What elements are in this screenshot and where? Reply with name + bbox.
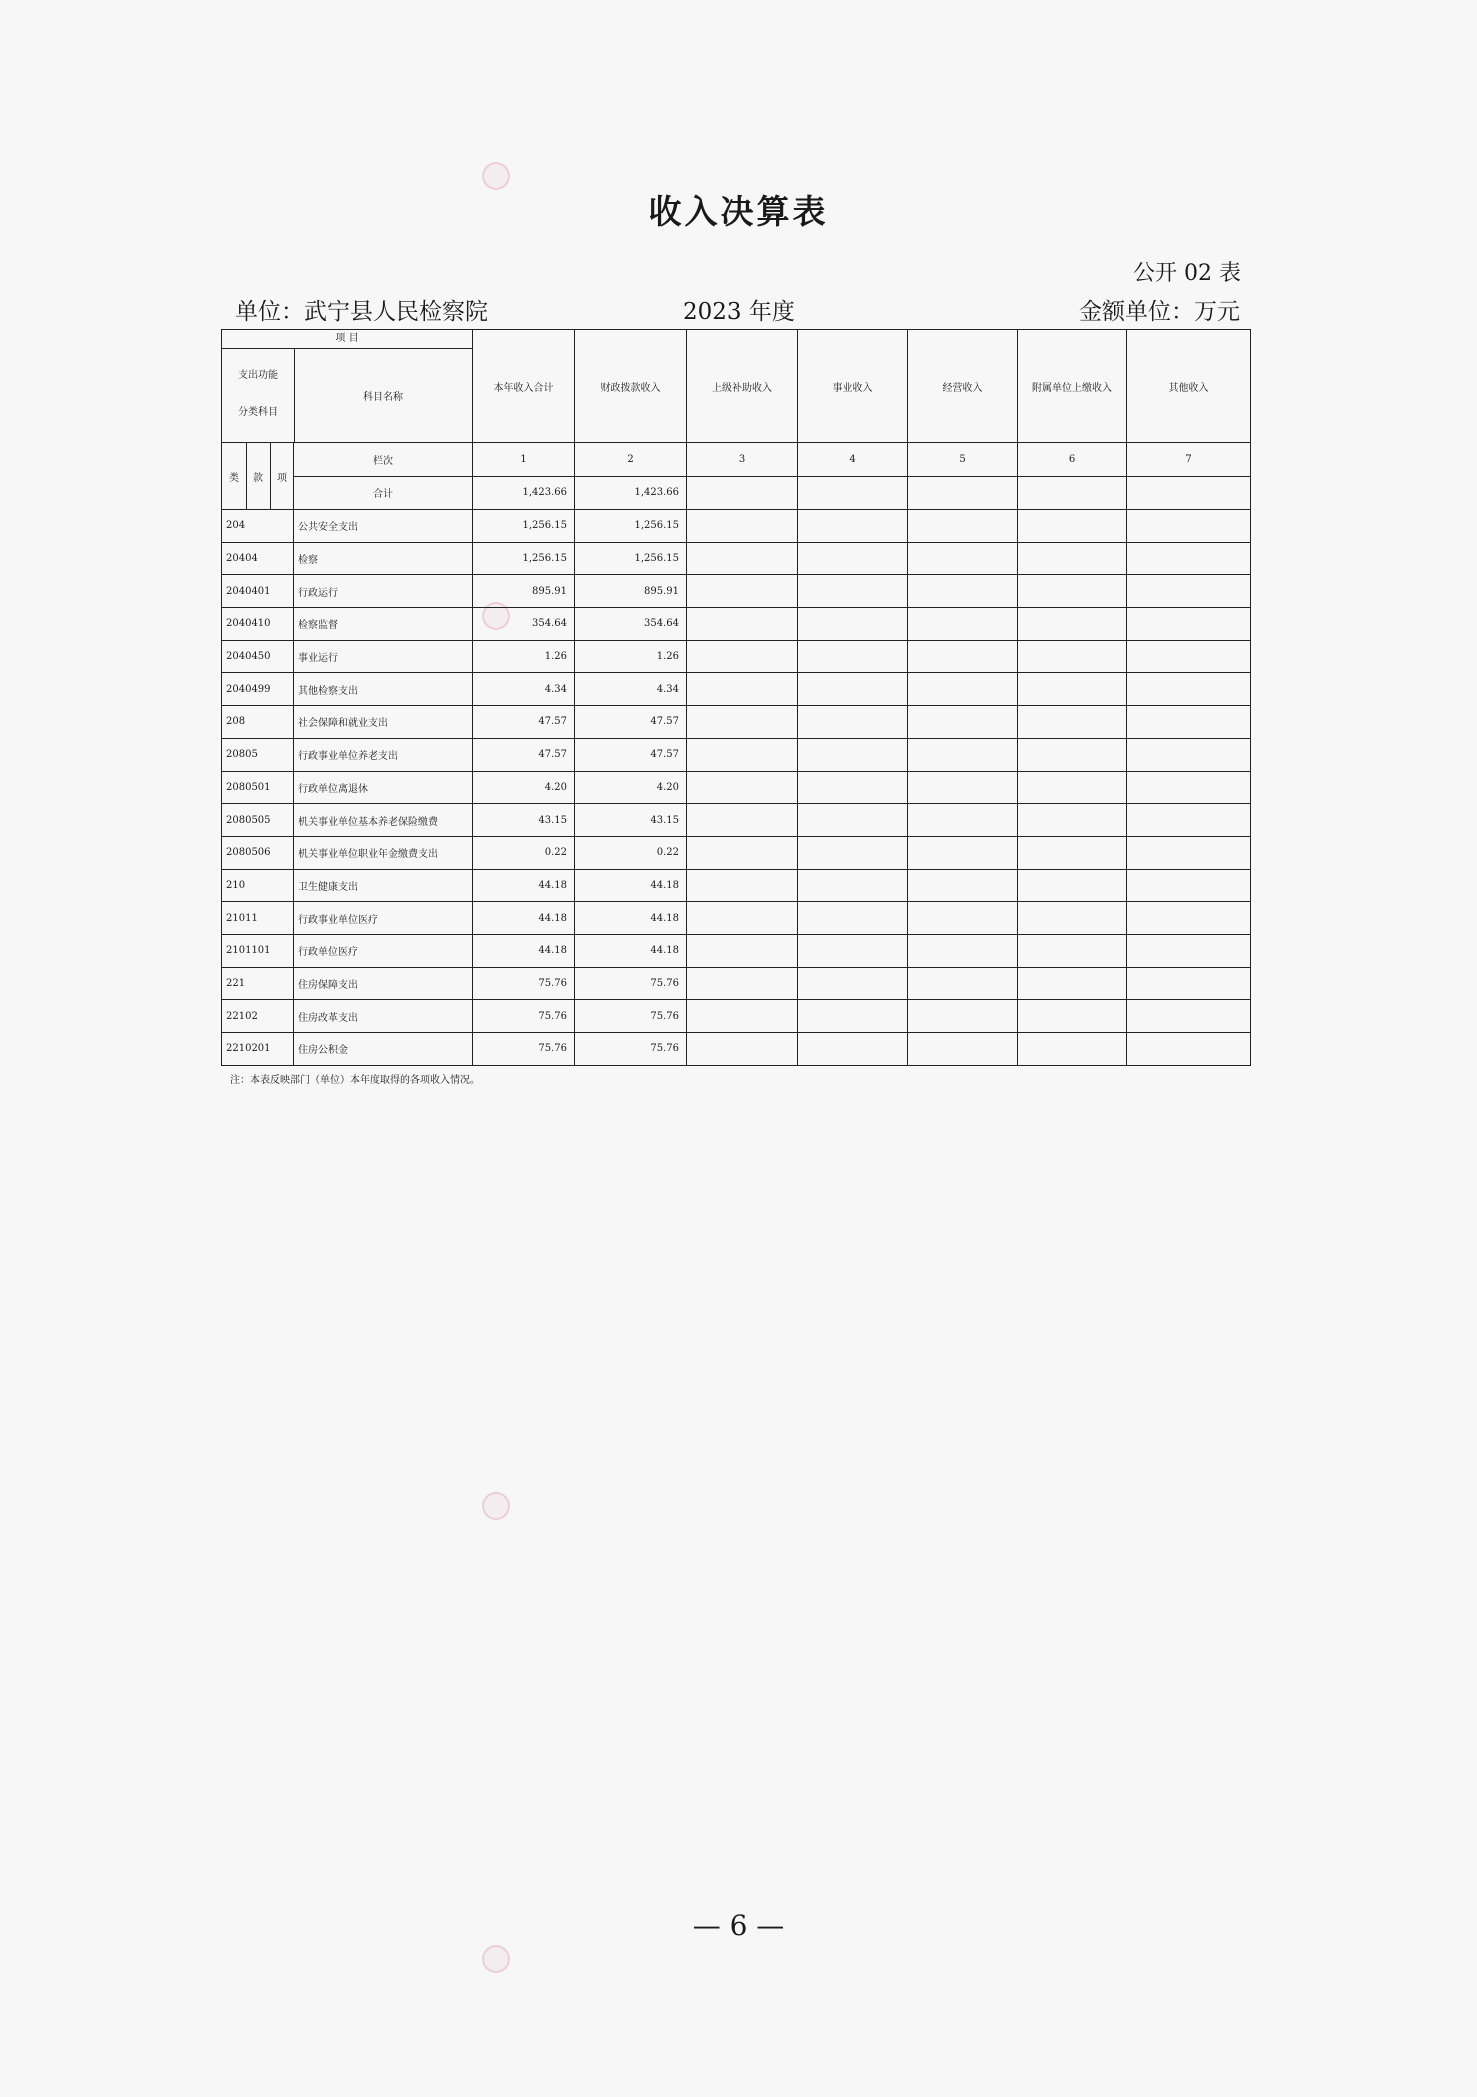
project-label: 项 目	[222, 330, 472, 349]
subject-name: 行政运行	[294, 575, 473, 608]
subject-name: 卫生健康支出	[294, 869, 473, 902]
col-index: 6	[1018, 443, 1127, 477]
amount-cell	[798, 902, 908, 935]
amount-cell: 44.18	[473, 902, 575, 935]
col-index: 5	[908, 443, 1018, 477]
subject-code: 204	[222, 510, 294, 543]
subject-name: 事业运行	[294, 640, 473, 673]
amount-cell	[798, 510, 908, 543]
amount-cell	[908, 608, 1018, 641]
col-index-label: 栏次	[294, 443, 473, 477]
amount-cell	[687, 869, 798, 902]
total-value: 1,423.66	[473, 476, 575, 510]
table-row	[222, 706, 1251, 739]
amount-cell	[1127, 738, 1251, 771]
total-value	[798, 476, 908, 510]
amount-cell: 895.91	[473, 575, 575, 608]
total-value	[1018, 476, 1127, 510]
table-row	[222, 1033, 1251, 1066]
amount-cell	[687, 738, 798, 771]
col-index: 7	[1127, 443, 1251, 477]
amount-cell	[908, 902, 1018, 935]
amount-cell	[798, 967, 908, 1000]
amount-cell: 43.15	[575, 804, 687, 837]
subject-name: 行政单位离退休	[294, 771, 473, 804]
class-label: 款	[246, 443, 271, 509]
class-labels-cell	[222, 443, 294, 510]
amount-cell: 1.26	[473, 640, 575, 673]
table-row	[222, 738, 1251, 771]
document-title: 收入决算表	[648, 192, 829, 231]
subject-name: 检察监督	[294, 608, 473, 641]
amount-cell	[687, 608, 798, 641]
amount-cell: 75.76	[575, 1033, 687, 1066]
subject-code: 208	[222, 706, 294, 739]
seal-mark	[482, 1945, 510, 1973]
amount-cell	[1018, 836, 1127, 869]
subject-code: 21011	[222, 902, 294, 935]
col-index: 4	[798, 443, 908, 477]
func-class-cell	[222, 348, 295, 442]
class-label: 类	[222, 443, 247, 509]
amount-cell	[908, 640, 1018, 673]
header-row	[222, 330, 1251, 443]
amount-cell	[1018, 771, 1127, 804]
subject-code: 2040450	[222, 640, 294, 673]
func-label-2: 分类科目	[238, 407, 278, 418]
amount-cell	[687, 902, 798, 935]
amount-cell	[1018, 869, 1127, 902]
amount-cell: 47.57	[575, 738, 687, 771]
subject-code: 221	[222, 967, 294, 1000]
amount-cell	[798, 836, 908, 869]
subject-name: 检察	[294, 542, 473, 575]
amount-cell	[1018, 738, 1127, 771]
subject-name: 行政单位医疗	[294, 934, 473, 967]
meta-row	[235, 293, 1240, 323]
amount-cell	[798, 575, 908, 608]
col-index: 3	[687, 443, 798, 477]
amount-cell	[908, 510, 1018, 543]
column-header: 事业收入	[798, 330, 908, 443]
amount-cell	[1127, 902, 1251, 935]
amount-cell: 44.18	[473, 934, 575, 967]
amount-cell: 1.26	[575, 640, 687, 673]
amount-cell: 4.34	[473, 673, 575, 706]
amount-cell: 0.22	[473, 836, 575, 869]
table-row	[222, 771, 1251, 804]
table-row	[222, 640, 1251, 673]
amount-cell	[798, 738, 908, 771]
subject-name: 机关事业单位职业年金缴费支出	[294, 836, 473, 869]
amount-cell	[908, 934, 1018, 967]
amount-cell	[908, 804, 1018, 837]
table-row	[222, 869, 1251, 902]
table-row	[222, 967, 1251, 1000]
subject-code: 2040499	[222, 673, 294, 706]
amount-cell	[1018, 1033, 1127, 1066]
amount-cell	[687, 1000, 798, 1033]
amount-cell	[1018, 575, 1127, 608]
amount-cell	[908, 738, 1018, 771]
subject-code: 2040401	[222, 575, 294, 608]
form-code: 公开 02 表	[1133, 261, 1241, 286]
amount-cell: 895.91	[575, 575, 687, 608]
total-value	[687, 476, 798, 510]
class-label: 项	[277, 472, 287, 484]
amount-cell	[908, 836, 1018, 869]
amount-cell	[798, 542, 908, 575]
func-label: 支出功能	[238, 370, 278, 381]
col-index: 1	[473, 443, 575, 477]
amount-cell: 1,256.15	[575, 542, 687, 575]
amount-cell	[1018, 673, 1127, 706]
amount-cell	[1127, 575, 1251, 608]
amount-cell: 44.18	[575, 869, 687, 902]
amount-cell: 75.76	[473, 1033, 575, 1066]
amount-cell	[687, 934, 798, 967]
amount-cell: 4.20	[575, 771, 687, 804]
amount-cell	[1127, 1033, 1251, 1066]
amount-cell	[908, 706, 1018, 739]
subject-code: 210	[222, 869, 294, 902]
amount-cell	[908, 869, 1018, 902]
subject-name: 住房改革支出	[294, 1000, 473, 1033]
amount-cell	[1018, 967, 1127, 1000]
total-row	[222, 476, 1251, 510]
subject-name: 机关事业单位基本养老保险缴费	[294, 804, 473, 837]
amount-cell	[798, 640, 908, 673]
amount-cell	[798, 804, 908, 837]
amount-cell	[687, 673, 798, 706]
amount-cell: 43.15	[473, 804, 575, 837]
amount-cell	[1018, 542, 1127, 575]
subject-code: 2080506	[222, 836, 294, 869]
amount-cell: 354.64	[575, 608, 687, 641]
amount-cell	[687, 575, 798, 608]
amount-cell: 1,256.15	[575, 510, 687, 543]
column-header: 其他收入	[1127, 330, 1251, 443]
amount-cell	[908, 1033, 1018, 1066]
amount-cell: 44.18	[473, 869, 575, 902]
amount-cell	[1127, 804, 1251, 837]
column-index-row	[222, 443, 1251, 477]
subject-code: 20404	[222, 542, 294, 575]
amount-cell: 0.22	[575, 836, 687, 869]
amount-unit-label: 金额单位：万元	[1079, 299, 1240, 325]
subject-code: 20805	[222, 738, 294, 771]
column-header: 上级补助收入	[687, 330, 798, 443]
year-label: 2023 年度	[683, 299, 795, 325]
amount-cell: 75.76	[575, 1000, 687, 1033]
amount-cell	[1018, 640, 1127, 673]
amount-cell: 47.57	[575, 706, 687, 739]
amount-cell	[1018, 804, 1127, 837]
subject-name: 行政事业单位养老支出	[294, 738, 473, 771]
subject-name: 住房保障支出	[294, 967, 473, 1000]
amount-cell	[1127, 869, 1251, 902]
amount-cell	[687, 640, 798, 673]
unit-label: 单位：武宁县人民检察院	[235, 299, 488, 325]
subject-code: 2080505	[222, 804, 294, 837]
amount-cell	[687, 836, 798, 869]
amount-cell	[908, 1000, 1018, 1033]
table-row	[222, 575, 1251, 608]
amount-cell	[1127, 1000, 1251, 1033]
amount-cell: 44.18	[575, 902, 687, 935]
total-value	[1127, 476, 1251, 510]
subject-name: 行政事业单位医疗	[294, 902, 473, 935]
amount-cell	[1018, 934, 1127, 967]
amount-cell: 4.34	[575, 673, 687, 706]
amount-cell	[1127, 836, 1251, 869]
amount-cell	[1127, 640, 1251, 673]
subject-code: 22102	[222, 1000, 294, 1033]
amount-cell: 47.57	[473, 706, 575, 739]
page-number: — 6 —	[692, 1909, 785, 1942]
amount-cell	[1127, 967, 1251, 1000]
income-table	[221, 329, 1251, 1066]
amount-cell	[687, 706, 798, 739]
table-row	[222, 902, 1251, 935]
amount-cell	[687, 1033, 798, 1066]
table-row	[222, 608, 1251, 641]
amount-cell: 75.76	[575, 967, 687, 1000]
column-header: 财政拨款收入	[575, 330, 687, 443]
column-header: 本年收入合计	[473, 330, 575, 443]
amount-cell	[908, 575, 1018, 608]
amount-cell	[1018, 1000, 1127, 1033]
table-row	[222, 542, 1251, 575]
amount-cell	[908, 542, 1018, 575]
table-row	[222, 673, 1251, 706]
amount-cell	[908, 673, 1018, 706]
amount-cell	[687, 510, 798, 543]
table-row	[222, 510, 1251, 543]
total-value	[908, 476, 1018, 510]
amount-cell	[1127, 608, 1251, 641]
amount-cell	[687, 542, 798, 575]
seal-mark	[482, 1492, 510, 1520]
total-value: 1,423.66	[575, 476, 687, 510]
amount-cell	[1018, 510, 1127, 543]
amount-cell	[1018, 706, 1127, 739]
subject-name: 公共安全支出	[294, 510, 473, 543]
amount-cell	[1127, 673, 1251, 706]
amount-cell	[1127, 771, 1251, 804]
subject-name: 其他检察支出	[294, 673, 473, 706]
amount-cell: 75.76	[473, 1000, 575, 1033]
amount-cell	[798, 934, 908, 967]
subject-name: 社会保障和就业支出	[294, 706, 473, 739]
amount-cell	[908, 771, 1018, 804]
amount-cell	[1018, 608, 1127, 641]
table-row	[222, 934, 1251, 967]
amount-cell	[798, 1033, 908, 1066]
amount-cell	[798, 771, 908, 804]
amount-cell	[687, 967, 798, 1000]
subject-name-label: 科目名称	[363, 391, 403, 403]
col-index: 2	[575, 443, 687, 477]
amount-cell: 1,256.15	[473, 510, 575, 543]
amount-cell	[1127, 706, 1251, 739]
amount-cell: 4.20	[473, 771, 575, 804]
amount-cell	[1127, 934, 1251, 967]
amount-cell	[798, 1000, 908, 1033]
amount-cell	[798, 608, 908, 641]
amount-cell	[687, 771, 798, 804]
table-row	[222, 804, 1251, 837]
project-header-cell	[222, 330, 473, 443]
amount-cell	[1127, 542, 1251, 575]
subject-code: 2080501	[222, 771, 294, 804]
subject-code: 2210201	[222, 1033, 294, 1066]
table-row	[222, 1000, 1251, 1033]
total-label: 合计	[294, 476, 473, 510]
amount-cell	[798, 869, 908, 902]
amount-cell: 75.76	[473, 967, 575, 1000]
column-header: 附属单位上缴收入	[1018, 330, 1127, 443]
amount-cell: 1,256.15	[473, 542, 575, 575]
subject-name: 住房公积金	[294, 1033, 473, 1066]
amount-cell	[798, 706, 908, 739]
subject-code: 2101101	[222, 934, 294, 967]
table-note: 注：本表反映部门（单位）本年度取得的各项收入情况。	[230, 1075, 480, 1086]
amount-cell: 44.18	[575, 934, 687, 967]
amount-cell	[1018, 902, 1127, 935]
amount-cell	[1127, 510, 1251, 543]
amount-cell: 47.57	[473, 738, 575, 771]
amount-cell	[798, 673, 908, 706]
amount-cell	[908, 967, 1018, 1000]
amount-cell	[687, 804, 798, 837]
amount-cell: 354.64	[473, 608, 575, 641]
table-row	[222, 836, 1251, 869]
subject-code: 2040410	[222, 608, 294, 641]
column-header: 经营收入	[908, 330, 1018, 443]
